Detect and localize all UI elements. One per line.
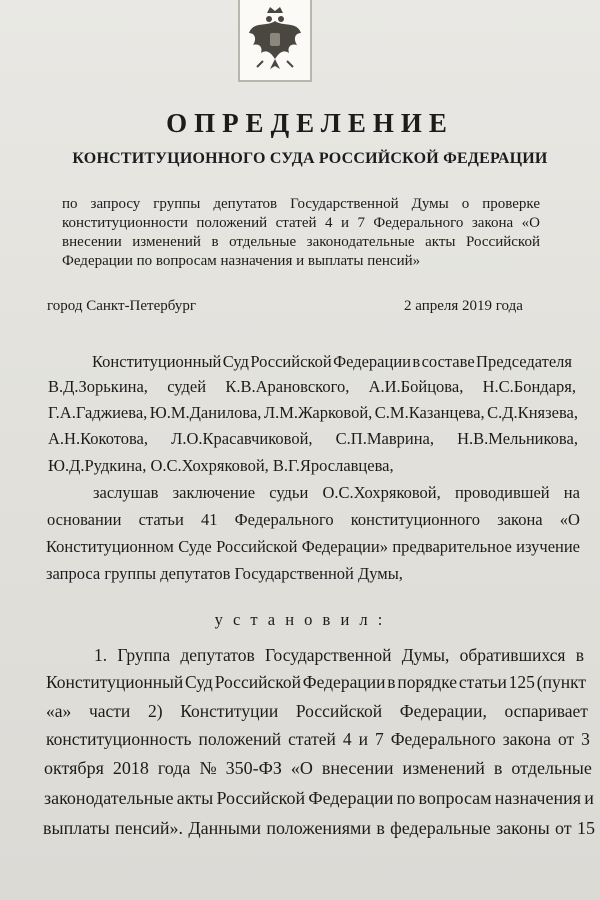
- word: в: [575, 645, 584, 665]
- heard-line-1: [93, 483, 580, 503]
- para1-line-4: [46, 729, 590, 750]
- judges-line-2: [48, 403, 578, 423]
- word: запросу: [90, 196, 141, 212]
- word: отдельные: [511, 758, 592, 778]
- word: статей: [275, 215, 317, 231]
- para1-line-5: [44, 758, 592, 779]
- word: в: [387, 672, 396, 692]
- word: федеральные: [390, 818, 491, 838]
- para1-line-3: [46, 701, 588, 722]
- word: Российской: [216, 788, 306, 808]
- date: 2 апреля 2019 года: [404, 298, 523, 314]
- word: предварительное: [392, 537, 512, 556]
- word: 15: [577, 818, 595, 838]
- word: по: [396, 788, 416, 808]
- word: конституционности: [62, 215, 188, 231]
- word: внесении: [62, 234, 122, 250]
- word: Группа: [117, 645, 171, 665]
- word: «О: [290, 758, 313, 778]
- word: о: [461, 196, 470, 212]
- word: внесении: [321, 758, 394, 778]
- word: проводившей: [454, 483, 550, 502]
- word: «О: [559, 510, 580, 529]
- word: Конституционный: [46, 672, 184, 692]
- word: Суде: [178, 537, 212, 556]
- word: 1.: [94, 645, 108, 665]
- subject-line-3: [62, 234, 540, 251]
- word: проверке: [482, 196, 540, 212]
- word: Федерального: [234, 510, 334, 529]
- word: 4: [342, 729, 352, 749]
- word: части: [88, 701, 131, 721]
- document-title: ОПРЕДЕЛЕНИЕ: [166, 108, 454, 138]
- word: по: [62, 196, 78, 212]
- word: Федерации: [308, 788, 394, 808]
- word: назначения: [494, 788, 582, 808]
- word: Федерации: [333, 352, 411, 371]
- word: Государственной: [264, 645, 392, 665]
- word: составе: [421, 352, 475, 371]
- word: в: [412, 352, 421, 371]
- word: 2018: [112, 758, 149, 778]
- word: положениями: [266, 818, 371, 838]
- word: 7: [374, 729, 384, 749]
- word: К.В.Арановского,: [225, 377, 350, 396]
- word: и: [340, 215, 349, 231]
- word: судей: [167, 377, 207, 396]
- word: положений: [198, 729, 282, 749]
- word: изменений: [402, 758, 485, 778]
- word: конституционность: [46, 729, 192, 749]
- para1-line-2: [46, 672, 586, 693]
- word: судьи: [269, 483, 309, 502]
- word: Ю.М.Данилова,: [149, 403, 262, 422]
- word: акты: [425, 234, 456, 250]
- word: А.И.Бойцова,: [368, 377, 464, 396]
- word: №: [199, 758, 217, 778]
- word: Российской: [295, 701, 383, 721]
- word: в: [376, 818, 385, 838]
- word: Российской: [216, 537, 298, 556]
- word: положений: [196, 215, 268, 231]
- word: от: [555, 818, 572, 838]
- para1-line-1: [94, 645, 584, 666]
- word: 41: [200, 510, 218, 529]
- russian-coat-of-arms-icon: [245, 3, 305, 77]
- word: 350-ФЗ: [225, 758, 282, 778]
- word: изменений: [132, 234, 201, 250]
- judges-line-4: Ю.Д.Рудкина, О.С.Хохряковой, В.Г.Ярославцева,: [48, 456, 394, 475]
- word: 3: [581, 729, 590, 749]
- word: Федерации»: [301, 537, 388, 556]
- word: пенсий».: [115, 818, 184, 838]
- word: Н.С.Бондаря,: [482, 377, 576, 396]
- heard-line-3: [46, 537, 580, 557]
- word: и: [584, 788, 594, 808]
- word: «О: [521, 215, 540, 231]
- word: законы: [496, 818, 550, 838]
- word: Российской: [214, 672, 301, 692]
- judges-line-3: [48, 429, 578, 449]
- coat-of-arms-emblem: [238, 0, 312, 82]
- word: конституционного: [350, 510, 481, 529]
- word: Конституционном: [46, 537, 174, 556]
- word: Конституции: [180, 701, 279, 721]
- word: года: [157, 758, 191, 778]
- word: изучение: [516, 537, 580, 556]
- word: Н.В.Мельникова,: [457, 429, 578, 448]
- word: отдельные: [229, 234, 297, 250]
- word: закона: [502, 729, 551, 749]
- word: Конституционный: [92, 352, 222, 371]
- intro-line-1: [92, 352, 572, 372]
- word: законодательные: [44, 788, 174, 808]
- word: основании: [47, 510, 122, 529]
- word: порядке: [397, 672, 458, 692]
- word: Федерации: [302, 672, 386, 692]
- word: (пункт: [536, 672, 586, 692]
- word: оспаривает: [504, 701, 588, 721]
- word: заслушав: [93, 483, 159, 502]
- word: в: [493, 758, 503, 778]
- word: А.Н.Кокотова,: [48, 429, 148, 448]
- word: Л.О.Красавчиковой,: [171, 429, 313, 448]
- word: заключение: [172, 483, 256, 502]
- word: Федерального: [390, 729, 496, 749]
- word: 4: [325, 215, 333, 231]
- word: Данными: [188, 818, 261, 838]
- subject-line-2: [62, 215, 540, 232]
- word: С.Д.Князева,: [487, 403, 578, 422]
- word: Федерального: [373, 215, 464, 231]
- word: статьи: [138, 510, 184, 529]
- word: 125: [508, 672, 535, 692]
- word: 7: [357, 215, 365, 231]
- word: Государственной: [290, 196, 399, 212]
- para1-line-6: [44, 788, 594, 809]
- word: Председателя: [476, 352, 572, 371]
- place: город Санкт-Петербург: [47, 298, 196, 314]
- word: и: [358, 729, 368, 749]
- word: С.П.Маврина,: [335, 429, 434, 448]
- word: Суд: [185, 672, 213, 692]
- judges-line-1: [48, 377, 576, 397]
- word: статьи: [458, 672, 507, 692]
- word: группы: [153, 196, 201, 212]
- word: Думы: [411, 196, 449, 212]
- word: В.Д.Зорькина,: [48, 377, 148, 396]
- word: Федерации,: [399, 701, 487, 721]
- subject-line-1: [62, 196, 540, 213]
- para1-line-7: [43, 818, 595, 839]
- subject-line-4: Федерации по вопросам назначения и выплаты пенсий»: [62, 253, 421, 269]
- word: вопросам: [418, 788, 492, 808]
- word: октября: [44, 758, 104, 778]
- word: Российской: [250, 352, 332, 371]
- word: на: [563, 483, 580, 502]
- word: 2): [147, 701, 163, 721]
- heard-line-4: запроса группы депутатов Государственной Думы,: [46, 564, 403, 583]
- word: закона: [497, 510, 543, 529]
- word: Г.А.Гаджиева,: [48, 403, 148, 422]
- word: выплаты: [43, 818, 110, 838]
- word: депутатов: [180, 645, 255, 665]
- heard-line-2: [47, 510, 580, 530]
- word: акты: [176, 788, 214, 808]
- word: Думы,: [401, 645, 450, 665]
- word: Л.М.Жарковой,: [263, 403, 373, 422]
- word: «а»: [46, 701, 72, 721]
- word: закона: [471, 215, 514, 231]
- word: Российской: [466, 234, 540, 250]
- word: в: [211, 234, 219, 250]
- word: Суд: [222, 352, 249, 371]
- word: законодательные: [306, 234, 415, 250]
- word: от: [557, 729, 575, 749]
- word: обратившихся: [459, 645, 566, 665]
- word: статей: [288, 729, 336, 749]
- word: С.М.Казанцева,: [374, 403, 485, 422]
- word: депутатов: [213, 196, 278, 212]
- word: О.С.Хохряковой,: [322, 483, 441, 502]
- court-name: КОНСТИТУЦИОННОГО СУДА РОССИЙСКОЙ ФЕДЕРАЦИИ: [72, 150, 548, 167]
- established-heading: у с т а н о в и л :: [214, 610, 386, 629]
